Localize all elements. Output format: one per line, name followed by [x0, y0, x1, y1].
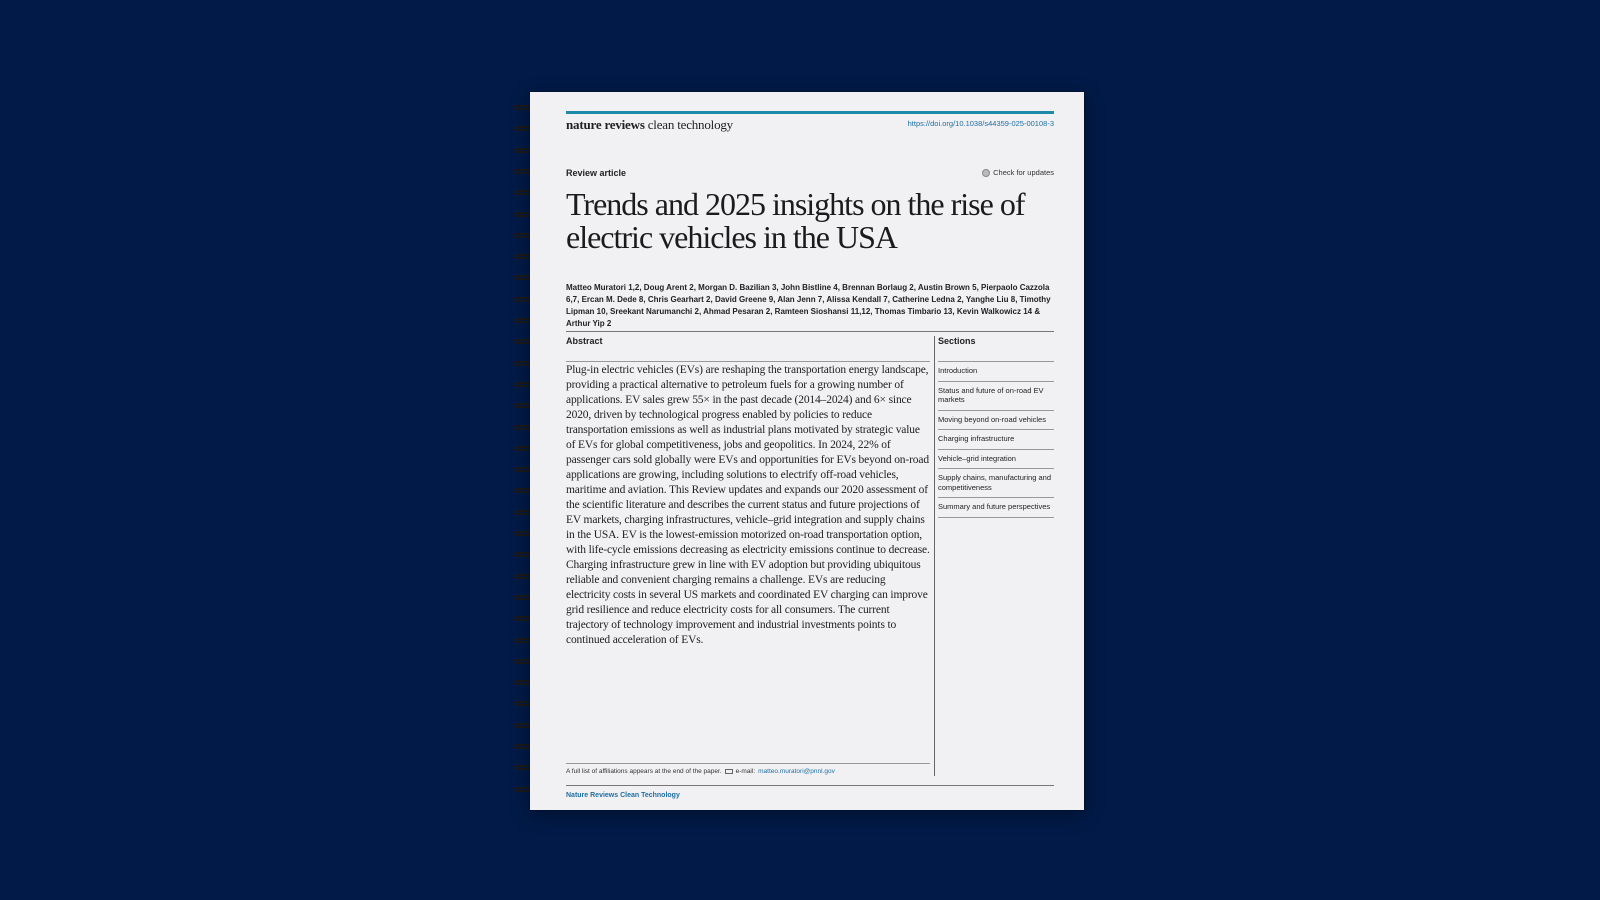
abstract-text: Plug-in electric vehicles (EVs) are reshaping the transportation energy landscape, providing a practical alternative to petroleum fuels for a growing number of applications. EV sales grew 55× in the past decade (2014–2024) and 6× since 2020, driven by technological progress enabled by policies to reduce transportation emissions as well as industrial plans motivated by strategic value of EVs for global competitiveness, jobs and geopolitics. In 2024, 22% of passenger cars sold globally were EVs and opportunities for EVs beyond on-road applications are growing, including solutions to electrify off-road vehicles, maritime and aviation. This Review updates and expands our 2020 assessment of the scientific literature and describes the current status and future projections of EV markets, charging infrastructures, vehicle–grid integration and supply chains in the USA. EV is the lowest-emission motorized on-road transportation option, with life-cycle emissions decreasing as electricity emissions continue to decrease. Charging infrastructure grew in line with EV adoption but providing ubiquitous reliable and convenient charging remains a challenge. EVs are reducing electricity costs in several US markets and coordinated EV charging can improve grid resilience and reduce electricity costs for all consumers. The current trajectory of technology improvement and industrial investments points to continued acceleration of EVs. — [566, 364, 930, 646]
section-link[interactable]: Summary and future perspectives — [938, 497, 1054, 517]
article-type: Review article — [566, 168, 627, 178]
brand-bold: nature reviews — [566, 117, 645, 132]
author-list: Matteo Muratori 1,2, Doug Arent 2, Morgan D. Bazilian 3, John Bistline 4, Brennan Borlaug 2, Austin Brown 5, Pierpaolo Cazzola 6,7, Ercan M. Dede 8, Chris Gearhart 2, David Greene 9, Alan Jenn 7, Alissa Kendall 7, Catherine Ledna 2, Yanghe Liu 8, Timothy Lipman 10, Sreekant Narumanchi 2, Ahmad Pesaran 2, Ramteen Sioshansi 11,12, Thomas Timbario 13, Kevin Walkowicz 14 & Arthur Yip 2 — [566, 283, 1051, 328]
section-link[interactable]: Moving beyond on-road vehicles — [938, 410, 1054, 430]
sections-heading: Sections — [938, 336, 976, 346]
section-link[interactable]: Status and future of on-road EV markets — [938, 381, 1054, 410]
section-link[interactable]: Charging infrastructure — [938, 429, 1054, 449]
abstract-heading: Abstract — [566, 336, 603, 346]
section-link[interactable]: Vehicle–grid integration — [938, 449, 1054, 469]
journal-footer-link[interactable]: Nature Reviews Clean Technology — [566, 792, 680, 799]
email-link[interactable]: matteo.muratori@pnnl.gov — [758, 768, 835, 775]
page-title: Trends and 2025 insights on the rise of electric vehicles in the USA — [566, 186, 1025, 255]
affiliation-text: A full list of affiliations appears at the end of the paper. — [566, 768, 722, 775]
sections-list — [938, 361, 1054, 518]
divider — [938, 517, 1054, 518]
journal-brand — [566, 117, 733, 133]
divider — [566, 331, 1054, 332]
divider — [566, 785, 1054, 786]
affiliation-note — [566, 768, 835, 775]
header-accent-bar — [566, 111, 1054, 114]
divider — [566, 763, 930, 764]
brand-light: clean technology — [644, 117, 733, 132]
column-divider — [934, 336, 935, 776]
email-label: e-mail: — [735, 768, 756, 775]
doi-link[interactable]: https://doi.org/10.1038/s44359-025-00108-3 — [907, 119, 1054, 128]
divider — [566, 361, 930, 362]
check-updates-icon — [982, 169, 990, 177]
document-page — [530, 92, 1084, 810]
check-updates-button[interactable] — [982, 168, 1054, 177]
mail-icon — [725, 769, 733, 774]
check-updates-label: Check for updates — [993, 168, 1054, 177]
section-link[interactable]: Supply chains, manufacturing and competitiveness — [938, 468, 1054, 497]
section-link[interactable]: Introduction — [938, 361, 1054, 381]
